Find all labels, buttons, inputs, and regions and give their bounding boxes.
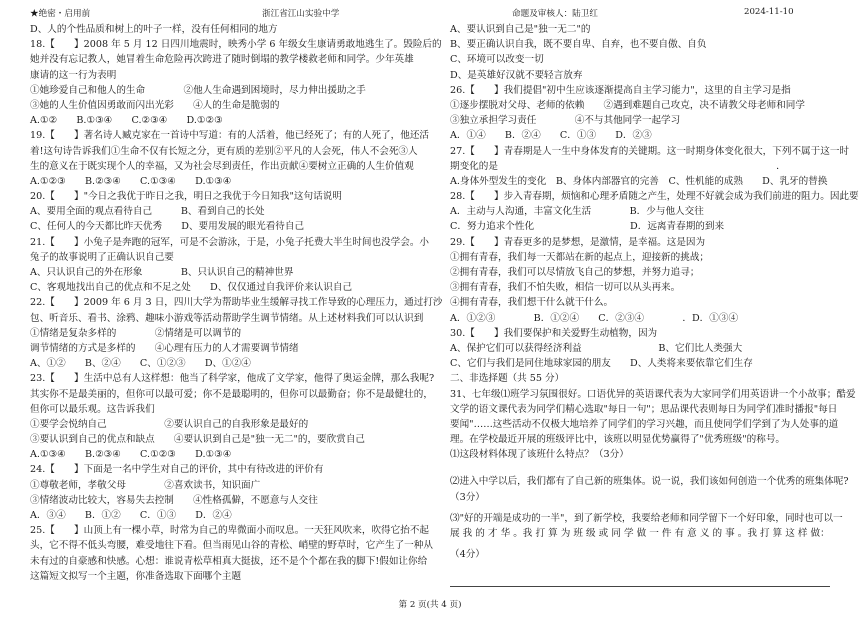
left-column [30,22,443,584]
text-line: A.身体外型发生的变化 B、身体内部器官的完善 C、性机能的成熟 D、乳牙的替换 [450,175,828,187]
header-authors: 命题及审核人：陆卫红 [512,9,598,19]
text-line: 22.【 】2009 年 6 月 3 日，四川大学为帮助毕业生缓解寻找工作导致的心理压力，通过打沙 [30,297,443,309]
text-line: 25.【 】山顶上有一棵小草，时常为自己的卑微面小而叹息。一天狂风吹来，吹得它抬不起 [30,525,430,537]
text-line: ③拥有青春，我们不怕失败，相信一切可以从头再来。 [450,282,681,294]
text-line: 27.【 】青春期是人一生中身体发育的关键期。这一时期身体变化很大，下列不属于这一时 [450,145,850,157]
text-line: ⑵进入中学以后，我们都有了自己新的班集体。说一说，我们该如何创造一个优秀的班集体呢? [450,476,849,488]
text-line: A.①② B.①③④ C.②③④ D.①②③ [30,115,223,127]
text-line: ③独立承担学习责任 ④不与其他同学一起学习 [450,115,681,127]
text-line: 她并没有忘记教人，她冒着生命危险再次跨进了随时倒塌的教学楼救老师和同学。少年英雄 [30,54,414,66]
text-line: 康请的这一行为表明 [30,69,117,81]
text-line: ⑶"好的开端是成功的一半"，到了新学校，我要给老师和同学留下一个好印象，同时也可以一 [450,512,843,524]
text-line: 但你可以最乐观。这告诉我们 [30,403,155,415]
text-line: C．努力追求个性化 D．远离青春期的到来 [450,221,725,233]
text-line: ①逐步摆脱对父母、老师的依赖 ②遇到难题自己攻克，决不请教父母老师和同学 [450,99,805,111]
text-line: A.①②③ B.②③④ C.①③④ D.①③④ [30,175,232,187]
text-line: 26.【 】我们提倡"初中生应该逐渐提高自主学习能力"，这里的自主学习是指 [450,84,791,96]
text-line: ①要学会悦纳自己 ②要认识自己的自我形象是最好的 [30,418,309,430]
text-line: ⑴这段材料体现了该班什么特点？（3分） [450,449,629,461]
text-line: 着!这句诗告诉我们①生命不仅有长短之分，更有质的差别②平凡的人会死，伟人不会死③人 [30,145,418,157]
text-line: A、要用全面的观点看待自己 B、看到自己的长处 [30,206,265,218]
text-line: 头，它不得不低头弯腰，难受地往下看。但当雨见山谷的青松、峭壁的野草时，它产生了一种从 [30,540,433,552]
text-line: 要闻"……这些活动不仅极大地培养了同学们的学习兴趣，而且使同学们学到了为人处事的道 [450,418,839,430]
text-line: 29.【 】青春更多的是梦想，是激情，是幸福。这是因为 [450,236,706,248]
text-line: A.①③④ B.②③④ C.①②③ D.①③④ [30,449,232,461]
text-line: 20.【 】"今日之我优于昨日之我，明日之我优于今日知我"这句话说明 [30,191,342,203]
header-school: 浙江省江山实验中学 [262,9,340,19]
text-line: B、要正确认识自我，既不要自卑、自弃，也不要自傲、自负 [450,39,707,51]
text-line: C、它们与我们是同住地球家园的朋友 D、人类将来要依靠它们生存 [450,358,753,370]
text-line: 其实你不是最美丽的，但你可以最可爱；你不是最聪明的，但你可以最勤奋；你不是最健壮的， [30,388,433,400]
right-column [450,22,859,562]
text-line: ④拥有青春，我们想干什么就干什么。 [450,297,614,309]
text-line: C、任何人的今天都比昨天优秀 D、要用发展的眼光看待自己 [30,221,305,233]
text-line: A．①④ B．②④ C．①③ D．②③ [450,130,652,142]
text-line: C、客观地找出自己的优点和不足之处 D、仅仅通过自我评价来认识自己 [30,282,353,294]
text-line: ③要认识到自己的优点和缺点 ④要认识到自己是"独一无二"的，要欣赏自己 [30,434,366,446]
text-line: A、要认识到自己是"独一无二"的 [450,24,591,35]
text-line: 展 我 的 才 华 。我 打 算 为 班 级 或 同 学 做 一 件 有 意 义 的 事 。我 打 算 这 样 做： [450,528,830,539]
text-line: ③情绪波动比较大，容易失去控制 ④性格孤僻，不愿意与人交往 [30,494,318,506]
text-line: C、环境可以改变一切 [450,54,544,66]
text-line: 生的意义在于既实现个人的幸福，又为社会尽到责任，作出贡献④要树立正确的人生价值观 [30,160,414,172]
text-line: 28.【 】步入青春期，烦恼和心理矛盾随之产生，处理不好就会成为我们前进的阻力。因此要 [450,191,859,203]
text-line: ②拥有青春，我们可以尽情放飞自己的梦想，并努力追寻； [450,267,700,278]
text-line: 19.【 】著名诗人臧克家在一首诗中写道：有的人活着，他已经死了；有的人死了，他还活 [30,130,430,142]
text-line: ③她的人生价值因勇敢而闪出光彩 ④人的生命是脆弱的 [30,99,280,111]
header-confidential: ★绝密・启用前 [30,9,91,19]
text-line: A、①② B、②④ C、①②③ D、①②④ [30,358,251,370]
text-line: 21.【 】小兔子是奔跑的冠军，可是不会游泳，于是，小兔子托费大半生时间也没学会。小 [30,236,430,248]
text-line: （3分） [450,491,485,503]
text-line: A．①②③ B．①②④ C．②③④ ．D．①③④ [450,312,739,324]
text-line: A．主动与人沟通，丰富文化生活 B．少与他人交往 [450,206,704,218]
text-line: A、保护它们可以获得经济利益 B、它们比人类强大 [450,342,743,354]
text-line: ①尊敬老师，孝敬父母 ②喜欢读书，知识面广 [30,479,261,491]
text-line: A、只认识自己的外在形象 B、只认识自己的精神世界 [30,267,294,278]
text-line: ①情绪是复杂多样的 ②情绪是可以调节的 [30,327,242,339]
text-line: 文学的语文课代表为同学们精心选取"每日一句"；思品课代表则每日为同学们准时播报"每日 [450,403,838,415]
text-line: 二、非选择题（共 55 分） [450,373,565,385]
text-line: ①拥有青春，我们每一天都站在新的起点上，迎接新的挑战； [450,251,710,263]
text-line: （4分） [450,549,485,561]
text-line: ①她珍爱自己和他人的生命 ②他人生命遇到困境时，尽力伸出援助之手 [30,84,366,96]
text-line: 调节情绪的方式是多样的 ④心理有压力的人才需要调节情绪 [30,342,299,354]
page-footer: 第 2 页(共 4 页) [398,600,462,610]
text-line: D、是英雄好汉就不要轻言放弃 [450,69,583,81]
text-line: 期变化的是 ． [450,160,786,172]
text-line: 23.【 】生活中总有人这样想：他当了科学家，他成了文学家，他得了奥运金牌，那么我呢? [30,373,435,385]
header-date: 2024-11-10 [744,7,794,17]
text-line: 包、听音乐、看书、涂鸦、趣味小游戏等活动帮助学生调节情绪。从上述材料我们可以认识到 [30,312,424,324]
text-line: 24.【 】下面是一名中学生对自己的评价，其中有待改进的评价有 [30,464,324,476]
text-line: 18.【 】2008 年 5 月 12 日四川地震时，映秀小学 6 年级女生康请勇敢地逃生了。毁险后的 [30,39,442,51]
text-line: 理。在学校最近开展的班级评比中，该班以明显优势赢得了"优秀班级"的称号。 [450,434,786,446]
text-line: 这篇短文拟写一个主题，你准备选取下面哪个主题 [30,570,242,582]
text-line: A．③④ B．①② C．①③ D．②④ [30,510,232,521]
text-line: D、人的个性品质和树上的叶子一样，没有任何相同的地方 [30,24,278,35]
text-line: 31、七年级⑴班学习氛围很好。口语优异的英语课代表为大家同学们用英语讲一个小故事；酷爱 [450,388,856,400]
text-line: 30.【 】我们要保护和关爱野生动植物，因为 [450,327,658,339]
text-line: 兔子的故事说明了正确认识自己要 [30,251,174,263]
answer-line [450,586,830,587]
text-line: 未有过的自豪感和快感。心想：谁说青松草相真大挺拔，还不是个个都在我的脚下!假如让你给 [30,555,428,567]
